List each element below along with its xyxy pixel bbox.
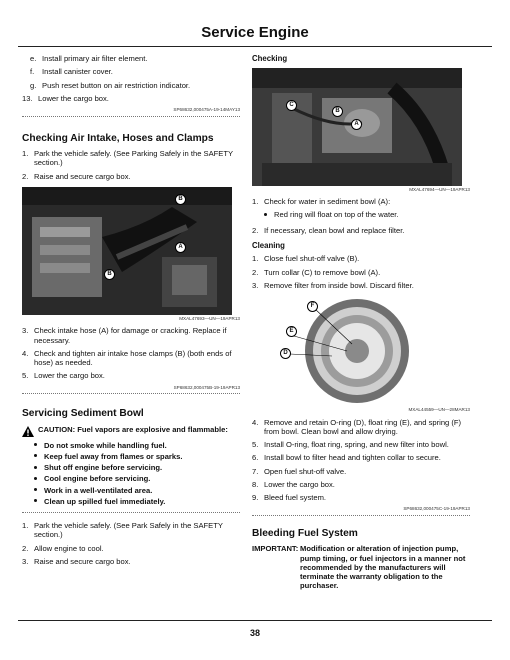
caution-text: CAUTION: Fuel vapors are explosive and flammable: <box>38 424 228 434</box>
cleaning-step-1: 1. Close fuel shut-off valve (B). <box>252 254 360 264</box>
intake-step-5: 5. Lower the cargo box. <box>22 371 105 381</box>
callout-a: A <box>175 242 186 253</box>
section-heading-intake: Checking Air Intake, Hoses and Clamps <box>22 132 214 144</box>
section-heading-bleeding: Bleeding Fuel System <box>252 528 358 540</box>
cleaning-step-7: 7. Open fuel shut-off valve. <box>252 466 347 476</box>
fuel-filter-photo <box>252 68 462 186</box>
callout-b-bottom: B <box>104 269 115 280</box>
page-title: Service Engine <box>201 24 309 41</box>
right-column <box>252 54 470 591</box>
reference-code: SP68632,000475C-19-19APR13 <box>403 506 470 512</box>
cleaning-step-5: 5. Install O-ring, float ring, spring, and new filter into bowl. <box>252 440 449 450</box>
caution-bullet: Work in a well-ventilated area. <box>22 486 240 495</box>
sediment-step-1: 1. Park the vehicle safely. (See Park Safely in the SAFETY section.) <box>22 521 223 540</box>
figure-caption: MXAL44559—UN—28MAR13 <box>408 407 470 413</box>
step-13: 13. Lower the cargo box. <box>22 93 109 103</box>
header-rule <box>18 46 492 47</box>
left-column <box>22 54 240 570</box>
warning-triangle-icon <box>22 426 34 437</box>
section-divider <box>22 116 240 117</box>
reference-code: SP68632,000475B-19-19APR13 <box>173 384 240 390</box>
caution-bullet: Shut off engine before servicing. <box>22 463 240 472</box>
callout-d: D <box>280 348 291 359</box>
important-text: Modification or alteration of injection pump, pump timing, or fuel injectors in a manner not recommended by the manufacturers will terminate the warranty obligation to the purchaser. <box>300 544 466 591</box>
caution-bullet: Cool engine before servicing. <box>22 474 240 483</box>
sediment-step-3: 3. Raise and secure cargo box. <box>22 556 131 566</box>
figure-caption: MXAL47694—UN—19APR13 <box>409 186 470 192</box>
caution-bullet: Keep fuel away from flames or sparks. <box>22 452 240 461</box>
subheading-cleaning: Cleaning <box>252 240 285 250</box>
reference-code: SP68632,000475A-19-14MAY13 <box>173 107 240 112</box>
substep-g: g. Push reset button on air restriction indicator. <box>30 80 191 90</box>
section-divider <box>252 515 470 516</box>
check-step-1: 1. Check for water in sediment bowl (A): <box>252 197 391 207</box>
intake-step-2: 2. Raise and secure cargo box. <box>22 171 131 181</box>
section-divider <box>22 393 240 394</box>
page-number: 38 <box>249 628 260 638</box>
substep-f: f. Install canister cover. <box>30 67 113 77</box>
cleaning-step-6: 6. Install bowl to filter head and tighten collar to secure. <box>252 453 441 463</box>
caution-block <box>22 425 240 437</box>
intake-step-3: 3. Check intake hose (A) for damage or cracking. Replace if necessary. <box>22 326 227 345</box>
engine-illustration <box>22 187 232 315</box>
subheading-checking: Checking <box>252 54 288 63</box>
important-note <box>252 544 470 590</box>
sediment-step-2: 2. Allow engine to cool. <box>22 543 104 553</box>
callout-e: E <box>286 326 297 337</box>
important-label: IMPORTANT: <box>252 544 299 554</box>
cleaning-step-8: 8. Lower the cargo box. <box>252 479 335 489</box>
substep-e: e. Install primary air filter element. <box>30 54 148 63</box>
section-heading-sediment: Servicing Sediment Bowl <box>22 408 144 420</box>
sediment-bowl-photo <box>252 296 462 406</box>
check-step-2: 2. If necessary, clean bowl and replace filter. <box>252 225 405 235</box>
caution-bullet: Clean up spilled fuel immediately. <box>22 497 240 506</box>
cleaning-step-9: 9. Bleed fuel system. <box>252 493 327 503</box>
cleaning-step-2: 2. Turn collar (C) to remove bowl (A). <box>252 267 381 277</box>
cleaning-step-3: 3. Remove filter from inside bowl. Discard filter. <box>252 280 414 290</box>
figure-caption: MXAL47693—UN—19APR13 <box>179 315 240 321</box>
callout-c: C <box>286 100 297 111</box>
check-bullet: Red ring will float on top of the water. <box>252 210 470 219</box>
callout-f: F <box>307 301 318 312</box>
intake-step-4: 4. Check and tighten air intake hose clamps (B) (both ends of hose) as needed. <box>22 348 232 368</box>
intake-photo <box>22 187 232 315</box>
callout-b-top: B <box>175 194 186 205</box>
intake-step-1: 1. Park the vehicle safely. (See Parking Safely in the SAFETY section.) <box>22 149 233 168</box>
cleaning-step-4: 4. Remove and retain O-ring (D), float ring (E), and spring (F) from bowl. Clean bowl and allow drying. <box>252 417 462 436</box>
callout-b: B <box>332 106 343 117</box>
callout-a: A <box>351 119 362 130</box>
caution-bullet: Do not smoke while handling fuel. <box>22 441 240 450</box>
footer-rule <box>18 620 492 621</box>
section-divider <box>22 512 240 513</box>
